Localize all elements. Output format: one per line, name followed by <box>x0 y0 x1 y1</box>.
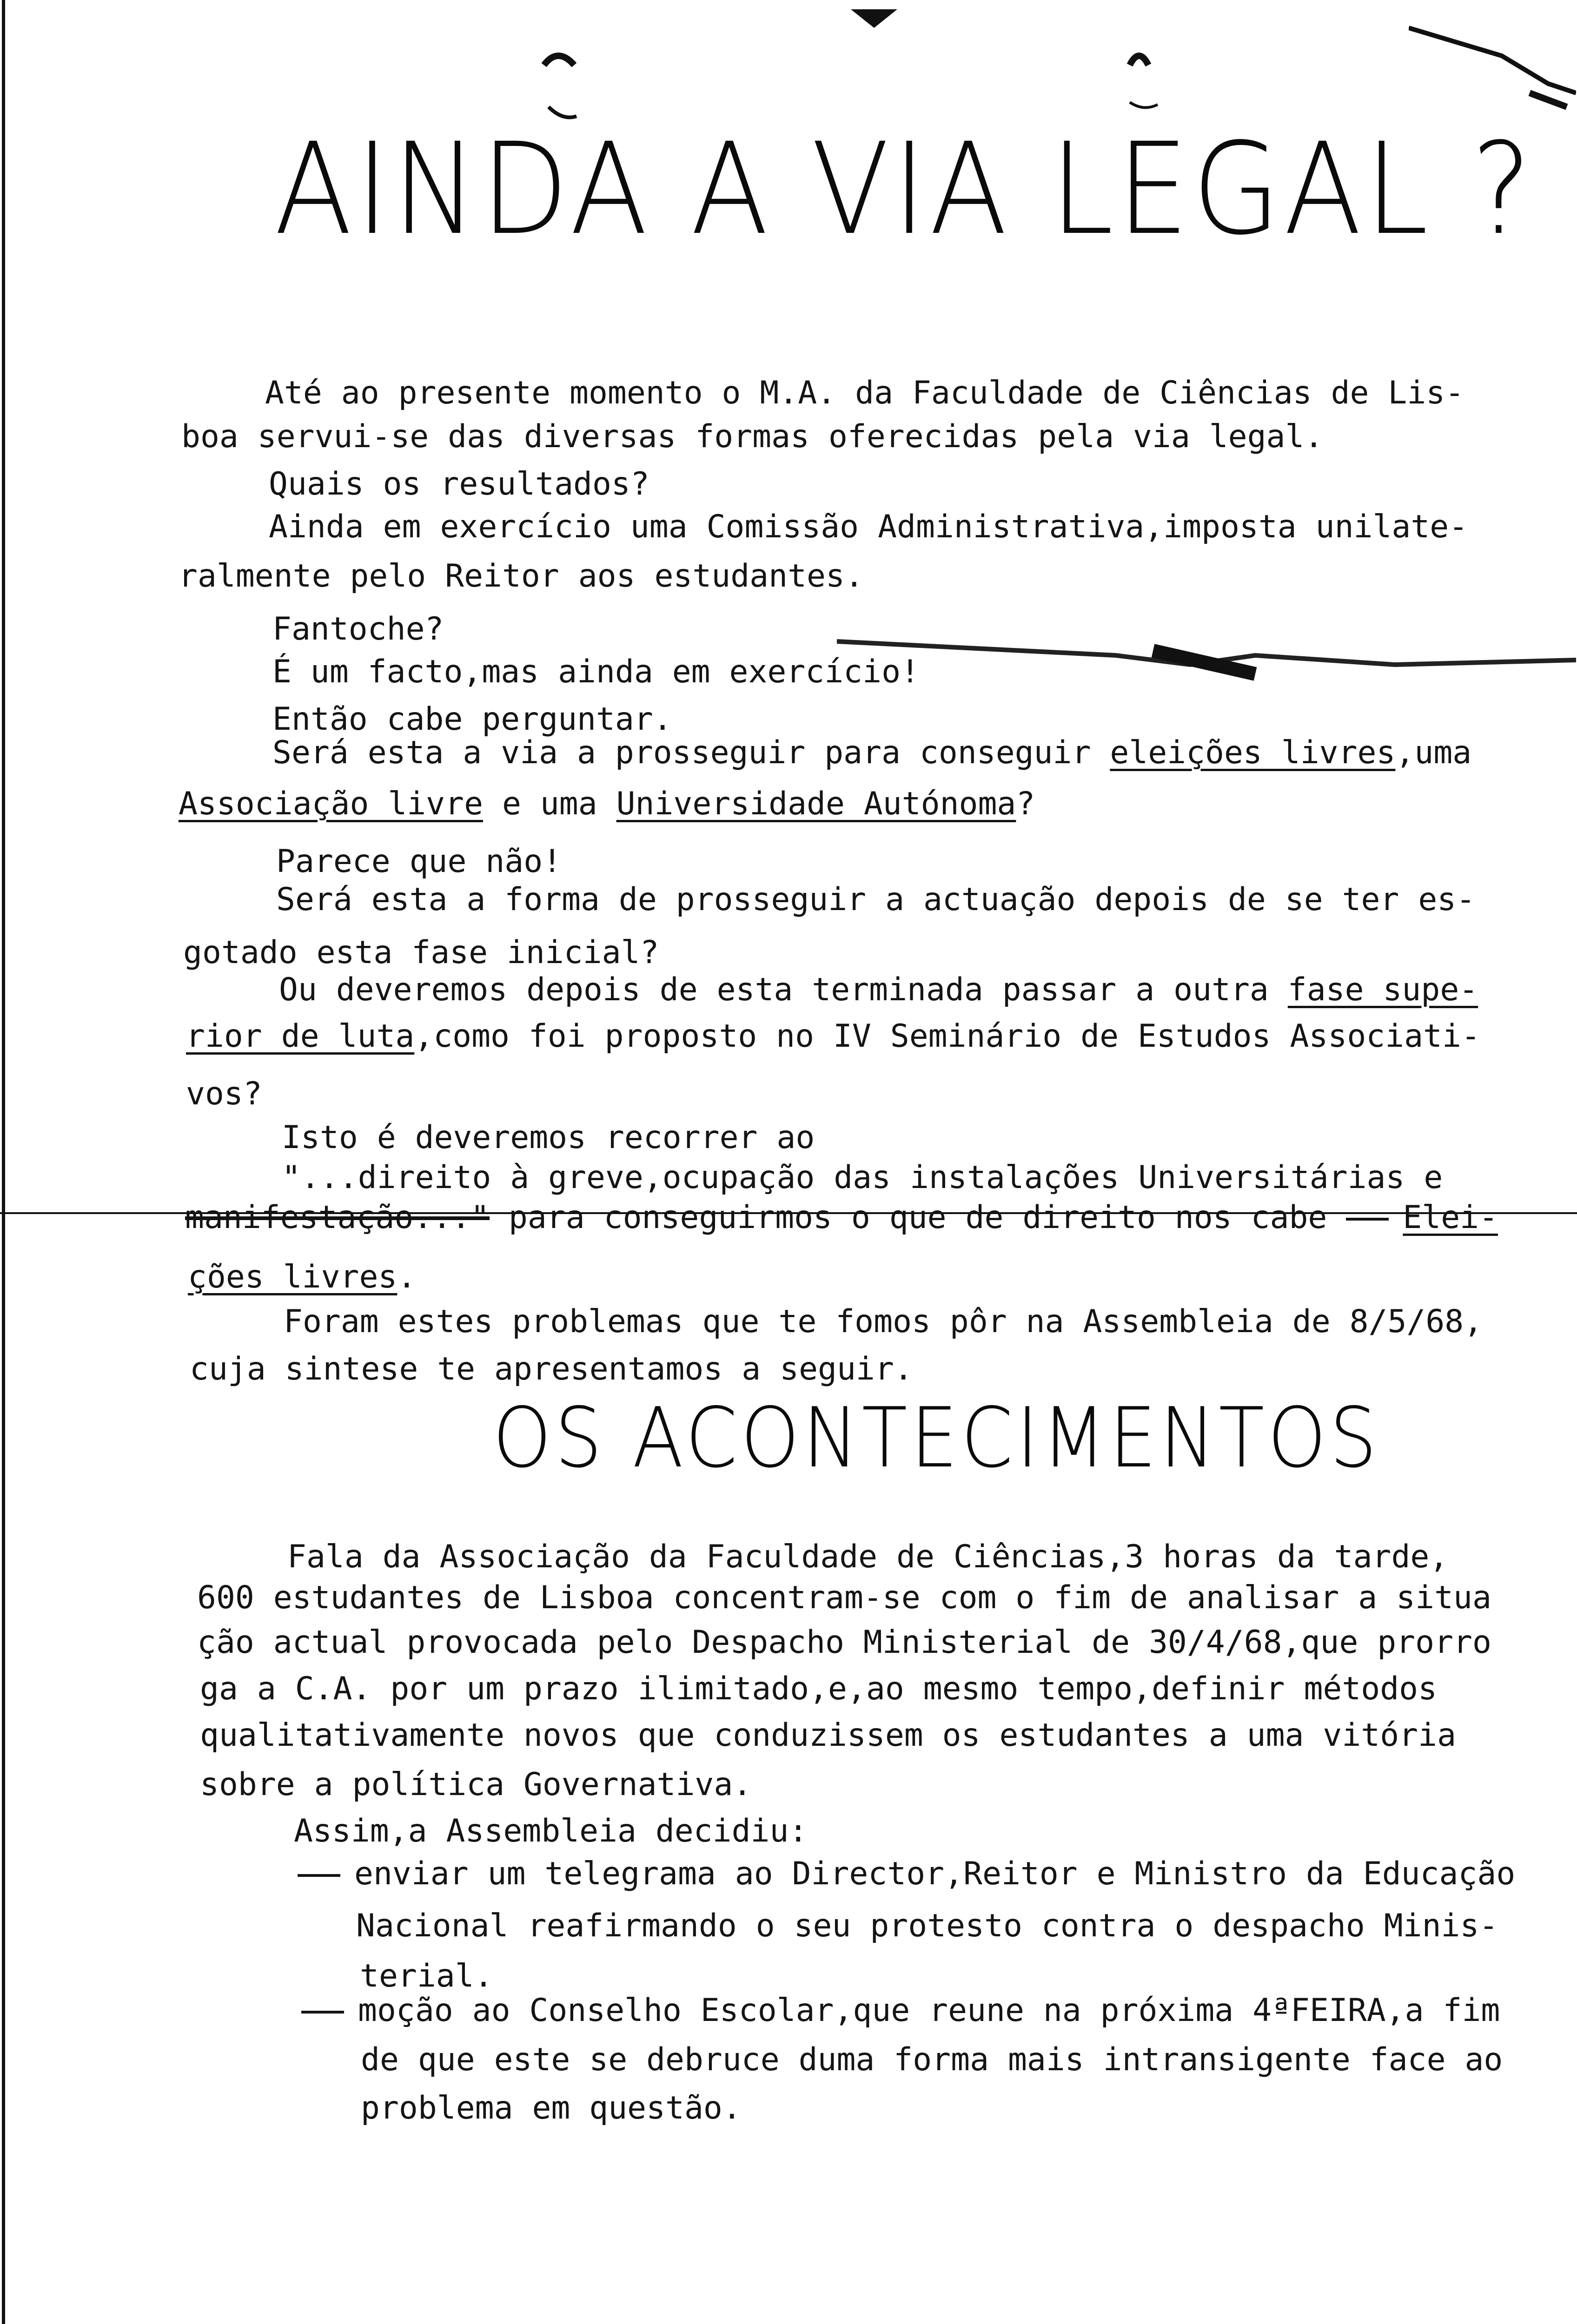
body-line: Nacional reafirmando o seu protesto contra o despacho Minis- <box>356 1908 1498 1944</box>
body-line: vos? <box>186 1076 262 1112</box>
body-line <box>272 734 1472 771</box>
body-line: qualitativamente novos que conduzissem os estudantes a uma vitória <box>200 1717 1457 1754</box>
ink-smudge-mark <box>837 623 1576 697</box>
body-line: Assim,a Assembleia decidiu: <box>294 1813 808 1849</box>
list-item-text: moção ao Conselho Escolar,que reune na próxima 4ªFEIRA,a fim <box>358 1992 1500 2029</box>
underlined-phrase: Universidade Autónoma <box>616 786 1016 822</box>
body-line: Até ao presente momento o M.A. da Faculdade de Ciências de Lis- <box>265 375 1464 411</box>
body-line: terial. <box>360 1958 493 1994</box>
fold-crease-mark <box>846 0 902 37</box>
body-line: Fala da Associação da Faculdade de Ciências,3 horas da tarde, <box>287 1538 1449 1575</box>
body-line: boa servui-se das diversas formas oferecidas pela via legal. <box>181 418 1324 455</box>
body-text: ,uma <box>1395 734 1472 771</box>
list-dash <box>301 2011 344 2014</box>
list-item <box>298 1855 1516 1892</box>
hole-punch-mark-right <box>1116 19 1172 112</box>
document-title: AINDA A VIA LEGAL ? <box>274 116 1535 263</box>
body-line: sobre a política Governativa. <box>200 1766 752 1803</box>
body-line: Será esta a forma de prosseguir a actuação depois de se ter es- <box>276 881 1476 918</box>
body-text: e uma <box>483 786 616 822</box>
body-text: para conseguirmos o que de direito nos cabe <box>490 1199 1346 1236</box>
body-line: problema em questão. <box>361 2090 742 2126</box>
body-text: . <box>397 1259 417 1295</box>
em-dash <box>1346 1218 1389 1221</box>
body-line: ralmente pelo Reitor aos estudantes. <box>179 558 864 594</box>
body-line: "...direito à greve,ocupação das instalações Universitárias e <box>282 1159 1443 1196</box>
body-line: Isto é deveremos recorrer ao <box>282 1119 815 1156</box>
body-text: Ou deveremos depois de esta terminada passar a outra <box>279 971 1288 1008</box>
section-heading: OS ACONTECIMENTOS <box>493 1390 1380 1486</box>
body-line <box>185 1199 1498 1236</box>
underlined-phrase: eleições livres <box>1110 734 1396 771</box>
list-item <box>301 1992 1500 2029</box>
underlined-phrase: Associação livre <box>179 786 484 822</box>
body-line: 600 estudantes de Lisboa concentram-se com o fim de analisar a situa <box>197 1579 1491 1616</box>
body-text: ? <box>1016 786 1035 822</box>
body-line: Fantoche? <box>272 611 444 647</box>
underlined-phrase: Elei- <box>1403 1199 1498 1236</box>
body-line: É um facto,mas ainda em exercício! <box>272 654 920 690</box>
list-dash <box>298 1874 340 1877</box>
body-line: Parece que não! <box>276 843 562 880</box>
torn-corner-mark <box>1409 19 1576 121</box>
body-line: Então cabe perguntar. <box>272 701 672 738</box>
hole-punch-mark-left <box>530 28 586 125</box>
body-line: cuja sintese te apresentamos a seguir. <box>190 1351 913 1387</box>
struck-phrase: manifestação..." <box>185 1199 490 1236</box>
underlined-phrase: rior de luta <box>186 1018 415 1055</box>
body-line <box>188 1261 416 1293</box>
body-line: de que este se debruce duma forma mais intransigente face ao <box>361 2041 1503 2078</box>
body-line <box>179 788 1035 820</box>
body-line: Foram estes problemas que te fomos pôr na Assembleia de 8/5/68, <box>284 1303 1483 1340</box>
body-text: ,como foi proposto no IV Seminário de Estudos Associati- <box>414 1018 1480 1055</box>
body-line: gotado esta fase inicial? <box>183 934 659 971</box>
page-edge-shadow <box>2 0 5 2324</box>
body-line <box>279 971 1478 1008</box>
body-line: Ainda em exercício uma Comissão Administrativa,imposta unilate- <box>269 508 1468 545</box>
body-line <box>186 1018 1480 1055</box>
underlined-phrase: ções livres <box>188 1259 398 1295</box>
body-line: Quais os resultados? <box>269 466 649 502</box>
body-text: Será esta a via a prosseguir para conseguir <box>272 734 1110 771</box>
list-item-text: enviar um telegrama ao Director,Reitor e Ministro da Educação <box>354 1855 1516 1892</box>
body-line: ção actual provocada pelo Despacho Ministerial de 30/4/68,que prorro <box>197 1624 1491 1661</box>
body-line: ga a C.A. por um prazo ilimitado,e,ao mesmo tempo,definir métodos <box>200 1670 1438 1707</box>
underlined-phrase: fase supe- <box>1287 971 1478 1008</box>
